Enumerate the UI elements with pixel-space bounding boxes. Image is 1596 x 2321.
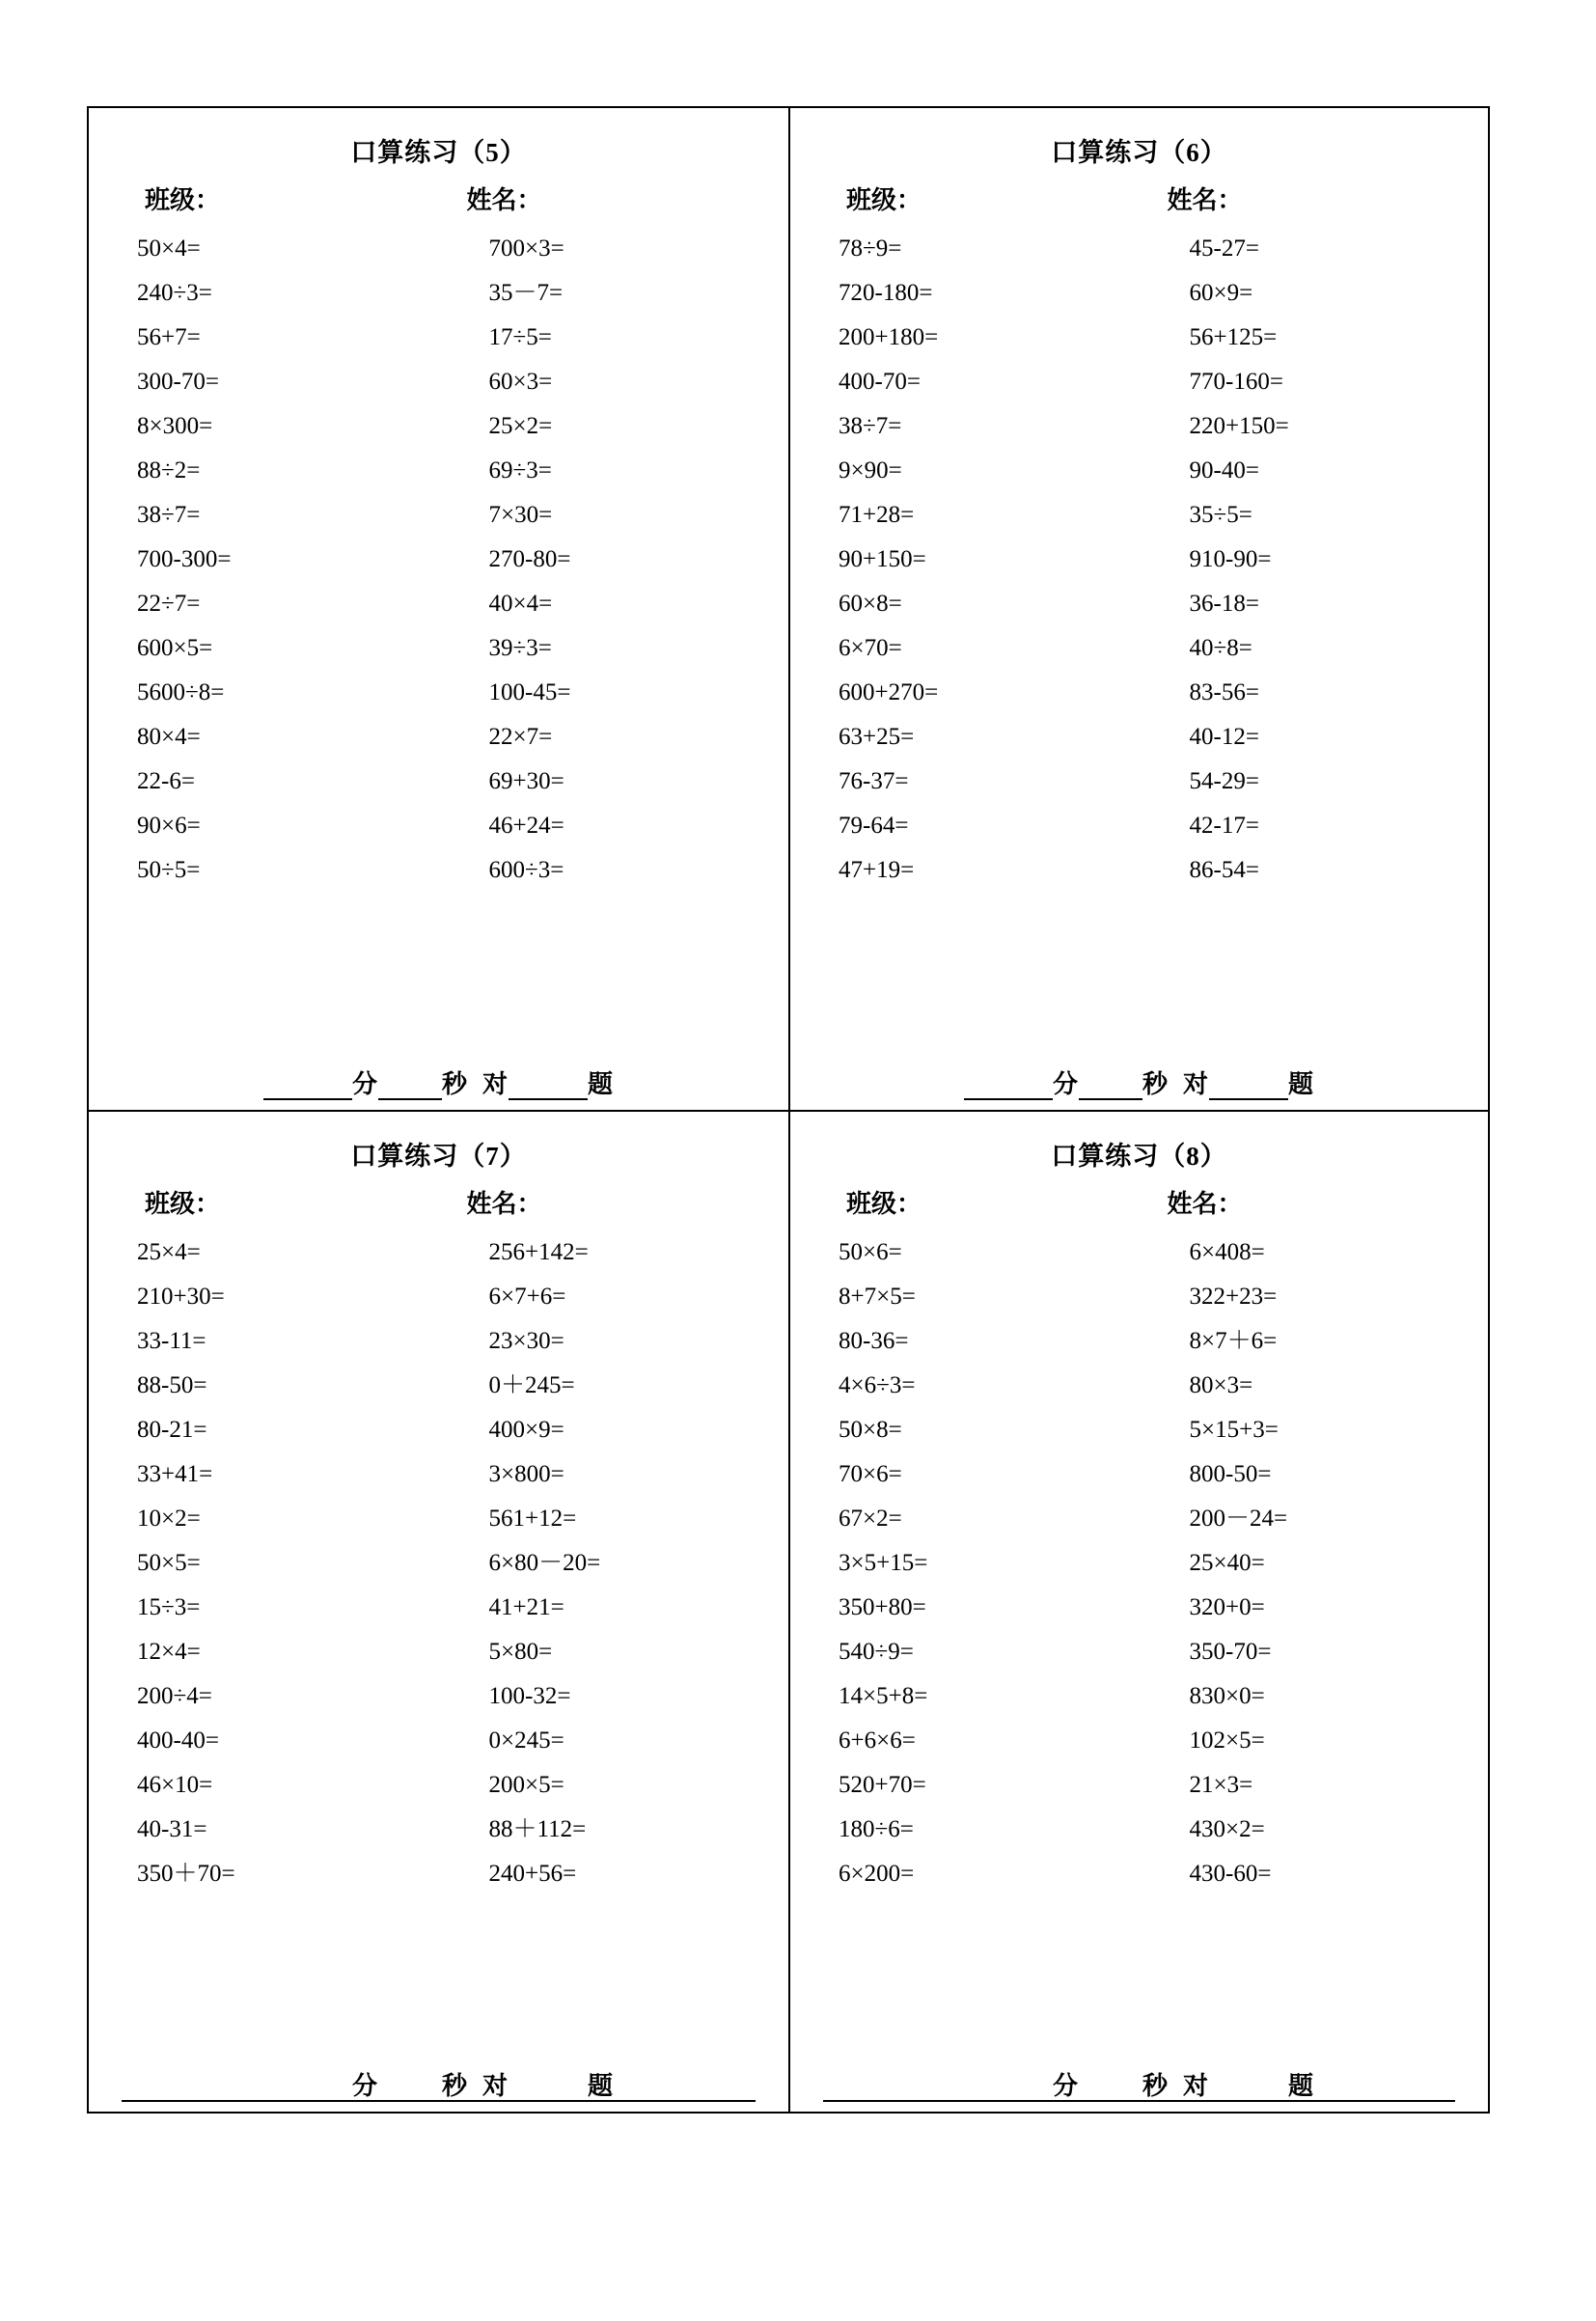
class-label: 班级：: [846, 1190, 922, 1218]
problem-item: 63+25=: [839, 723, 915, 750]
problem-item: 6×408=: [1189, 1238, 1265, 1265]
footer-sec-label: 秒: [441, 2072, 468, 2100]
problem-item: 25×2=: [488, 412, 553, 439]
footer-questions-label: 题: [1288, 2072, 1315, 2100]
problem-item: 38÷7=: [137, 501, 201, 528]
problem-item: 35－7=: [488, 279, 564, 306]
problem-item: 240÷3=: [137, 279, 212, 306]
problem-item: 76-37=: [839, 767, 909, 794]
footer-correct-label: 对: [482, 1070, 509, 1098]
problem-item: 102×5=: [1189, 1727, 1265, 1754]
blank-count: [1209, 1098, 1288, 1100]
name-label: 姓名：: [1167, 186, 1243, 214]
problem-item: 561+12=: [488, 1505, 577, 1532]
problem-item: 8×300=: [137, 412, 213, 439]
exercise-meta: [122, 180, 756, 216]
problem-item: 83-56=: [1189, 678, 1259, 705]
problem-item: 33-11=: [137, 1327, 206, 1354]
problem-item: 78÷9=: [839, 235, 902, 262]
problem-item: 320+0=: [1189, 1593, 1265, 1620]
problem-columns: [823, 226, 1455, 1059]
name-label: 姓名：: [466, 1190, 542, 1218]
problem-item: 100-45=: [488, 678, 571, 705]
exercise-meta: [823, 1184, 1455, 1220]
problem-column-left: [122, 226, 439, 1059]
class-label: 班级：: [846, 186, 922, 214]
worksheet-grid: [87, 106, 1490, 2114]
problem-column-left: [823, 1230, 1140, 2060]
problem-item: 240+56=: [488, 1860, 577, 1887]
problem-item: 350＋70=: [137, 1860, 235, 1887]
problem-item: 520+70=: [839, 1771, 926, 1798]
problem-item: 46+24=: [488, 812, 564, 839]
problem-item: 350-70=: [1189, 1638, 1272, 1665]
exercise-meta: [823, 180, 1455, 216]
problem-item: 86-54=: [1189, 856, 1259, 883]
problem-item: 25×40=: [1189, 1549, 1265, 1576]
problem-item: 600×5=: [137, 634, 213, 661]
problem-column-right: [1140, 1230, 1456, 2060]
problem-item: 6×7+6=: [488, 1283, 566, 1310]
problem-item: 180÷6=: [839, 1815, 914, 1842]
exercise-footer: [122, 2066, 756, 2102]
problem-item: 600+270=: [839, 678, 939, 705]
problem-item: 54-29=: [1189, 767, 1259, 794]
problem-item: 60×3=: [488, 368, 553, 395]
problem-item: 14×5+8=: [839, 1682, 928, 1709]
problem-item: 69÷3=: [488, 456, 552, 484]
problem-item: 69+30=: [488, 767, 564, 794]
problem-item: 540÷9=: [839, 1638, 914, 1665]
problem-item: 79-64=: [839, 812, 909, 839]
problem-item: 35÷5=: [1189, 501, 1252, 528]
exercise-block-7: [89, 1110, 788, 2112]
problem-item: 80×3=: [1189, 1371, 1253, 1398]
problem-item: 200－24=: [1189, 1505, 1288, 1532]
exercise-footer: [122, 1064, 756, 1100]
problem-item: 430-60=: [1189, 1860, 1272, 1887]
footer-sec-label: 秒: [441, 1070, 468, 1098]
name-label: 姓名：: [466, 186, 542, 214]
blank-seconds: [378, 1098, 442, 1100]
problem-item: 6×70=: [839, 634, 902, 661]
problem-item: 5600÷8=: [137, 678, 225, 705]
problem-item: 5×80=: [488, 1638, 553, 1665]
exercise-block-5: [89, 108, 788, 1110]
problem-columns: [823, 1230, 1455, 2060]
problem-item: 0＋245=: [488, 1371, 575, 1398]
problem-item: 25×4=: [137, 1238, 201, 1265]
footer-min-label: 分: [1052, 1070, 1079, 1098]
footer-min-label: 分: [1052, 2072, 1079, 2100]
problem-item: 770-160=: [1189, 368, 1283, 395]
problem-item: 22×7=: [488, 723, 553, 750]
footer-questions-label: 题: [588, 1070, 615, 1098]
problem-item: 56+7=: [137, 323, 201, 350]
exercise-footer: [823, 1064, 1455, 1100]
problem-item: 60×9=: [1189, 279, 1253, 306]
problem-item: 3×5+15=: [839, 1549, 928, 1576]
problem-item: 40-12=: [1189, 723, 1259, 750]
problem-item: 200×5=: [488, 1771, 564, 1798]
problem-item: 3×800=: [488, 1460, 564, 1487]
problem-item: 8×7＋6=: [1189, 1327, 1278, 1354]
problem-item: 200+180=: [839, 323, 939, 350]
problem-columns: [122, 226, 756, 1059]
problem-item: 700×3=: [488, 235, 564, 262]
problem-item: 46×10=: [137, 1771, 213, 1798]
problem-item: 50×4=: [137, 235, 201, 262]
problem-item: 910-90=: [1189, 545, 1272, 572]
footer-questions-label: 题: [1288, 1070, 1315, 1098]
problem-item: 88＋112=: [488, 1815, 587, 1842]
problem-item: 80-36=: [839, 1327, 909, 1354]
footer-correct-label: 对: [482, 2072, 509, 2100]
problem-item: 88-50=: [137, 1371, 207, 1398]
exercise-title: 口算练习（6）: [1051, 138, 1227, 167]
problem-item: 700-300=: [137, 545, 232, 572]
problem-item: 6+6×6=: [839, 1727, 916, 1754]
problem-item: 5×15+3=: [1189, 1416, 1279, 1443]
problem-item: 720-180=: [839, 279, 933, 306]
exercise-block-6: [788, 108, 1488, 1110]
problem-item: 45-27=: [1189, 235, 1259, 262]
problem-item: 15÷3=: [137, 1593, 201, 1620]
problem-item: 50×5=: [137, 1549, 201, 1576]
exercise-title: 口算练习（5）: [350, 138, 527, 167]
problem-item: 9×90=: [839, 456, 902, 484]
problem-item: 80-21=: [137, 1416, 207, 1443]
problem-item: 90-40=: [1189, 456, 1259, 484]
problem-item: 6×80－20=: [488, 1549, 601, 1576]
problem-item: 400-70=: [839, 368, 921, 395]
problem-item: 256+142=: [488, 1238, 589, 1265]
problem-item: 50×6=: [839, 1238, 902, 1265]
problem-item: 50×8=: [839, 1416, 902, 1443]
footer-sec-label: 秒: [1142, 2072, 1169, 2100]
problem-item: 90×6=: [137, 812, 201, 839]
problem-item: 17÷5=: [488, 323, 552, 350]
problem-column-left: [823, 226, 1140, 1059]
problem-item: 100-32=: [488, 1682, 571, 1709]
footer-questions-label: 题: [588, 2072, 615, 2100]
class-label: 班级：: [145, 1190, 221, 1218]
problem-item: 800-50=: [1189, 1460, 1272, 1487]
problem-item: 70×6=: [839, 1460, 902, 1487]
problem-item: 10×2=: [137, 1505, 201, 1532]
footer-correct-label: 对: [1183, 2072, 1210, 2100]
problem-item: 39÷3=: [488, 634, 552, 661]
problem-item: 56+125=: [1189, 323, 1278, 350]
footer-min-label: 分: [351, 2072, 378, 2100]
problem-item: 220+150=: [1189, 412, 1289, 439]
problem-item: 23×30=: [488, 1327, 564, 1354]
problem-item: 22÷7=: [137, 590, 201, 617]
blank-count: [509, 1098, 588, 1100]
problem-item: 33+41=: [137, 1460, 213, 1487]
problem-item: 40÷8=: [1189, 634, 1252, 661]
problem-item: 350+80=: [839, 1593, 926, 1620]
footer-correct-label: 对: [1183, 1070, 1210, 1098]
problem-item: 4×6÷3=: [839, 1371, 916, 1398]
problem-column-right: [439, 226, 757, 1059]
problem-item: 36-18=: [1189, 590, 1259, 617]
class-label: 班级：: [145, 186, 221, 214]
problem-item: 322+23=: [1189, 1283, 1278, 1310]
problem-item: 50÷5=: [137, 856, 201, 883]
problem-item: 0×245=: [488, 1727, 564, 1754]
problem-item: 830×0=: [1189, 1682, 1265, 1709]
exercise-title: 口算练习（8）: [1051, 1142, 1227, 1171]
problem-item: 7×30=: [488, 501, 553, 528]
problem-item: 40-31=: [137, 1815, 207, 1842]
problem-column-right: [439, 1230, 757, 2060]
problem-column-right: [1140, 226, 1456, 1059]
exercise-block-8: [788, 1110, 1488, 2112]
problem-item: 300-70=: [137, 368, 219, 395]
exercise-meta: [122, 1184, 756, 1220]
footer-rule: [122, 2100, 756, 2102]
problem-item: 430×2=: [1189, 1815, 1265, 1842]
problem-item: 200÷4=: [137, 1682, 212, 1709]
problem-item: 270-80=: [488, 545, 571, 572]
problem-columns: [122, 1230, 756, 2060]
problem-item: 38÷7=: [839, 412, 902, 439]
footer-rule: [823, 2100, 1455, 2102]
problem-item: 67×2=: [839, 1505, 902, 1532]
problem-item: 600÷3=: [488, 856, 564, 883]
problem-column-left: [122, 1230, 439, 2060]
exercise-footer: [823, 2066, 1455, 2102]
blank-minutes: [263, 1098, 352, 1100]
problem-item: 400-40=: [137, 1727, 219, 1754]
problem-item: 47+19=: [839, 856, 915, 883]
problem-item: 41+21=: [488, 1593, 564, 1620]
problem-item: 12×4=: [137, 1638, 201, 1665]
problem-item: 400×9=: [488, 1416, 564, 1443]
problem-item: 8+7×5=: [839, 1283, 916, 1310]
problem-item: 22-6=: [137, 767, 195, 794]
problem-item: 60×8=: [839, 590, 902, 617]
exercise-title: 口算练习（7）: [350, 1142, 527, 1171]
problem-item: 40×4=: [488, 590, 553, 617]
problem-item: 80×4=: [137, 723, 201, 750]
problem-item: 42-17=: [1189, 812, 1259, 839]
problem-item: 210+30=: [137, 1283, 225, 1310]
blank-seconds: [1079, 1098, 1142, 1100]
problem-item: 21×3=: [1189, 1771, 1253, 1798]
name-label: 姓名：: [1167, 1190, 1243, 1218]
problem-item: 6×200=: [839, 1860, 915, 1887]
problem-item: 71+28=: [839, 501, 915, 528]
blank-minutes: [964, 1098, 1053, 1100]
footer-sec-label: 秒: [1142, 1070, 1169, 1098]
problem-item: 88÷2=: [137, 456, 201, 484]
problem-item: 90+150=: [839, 545, 926, 572]
footer-min-label: 分: [351, 1070, 378, 1098]
